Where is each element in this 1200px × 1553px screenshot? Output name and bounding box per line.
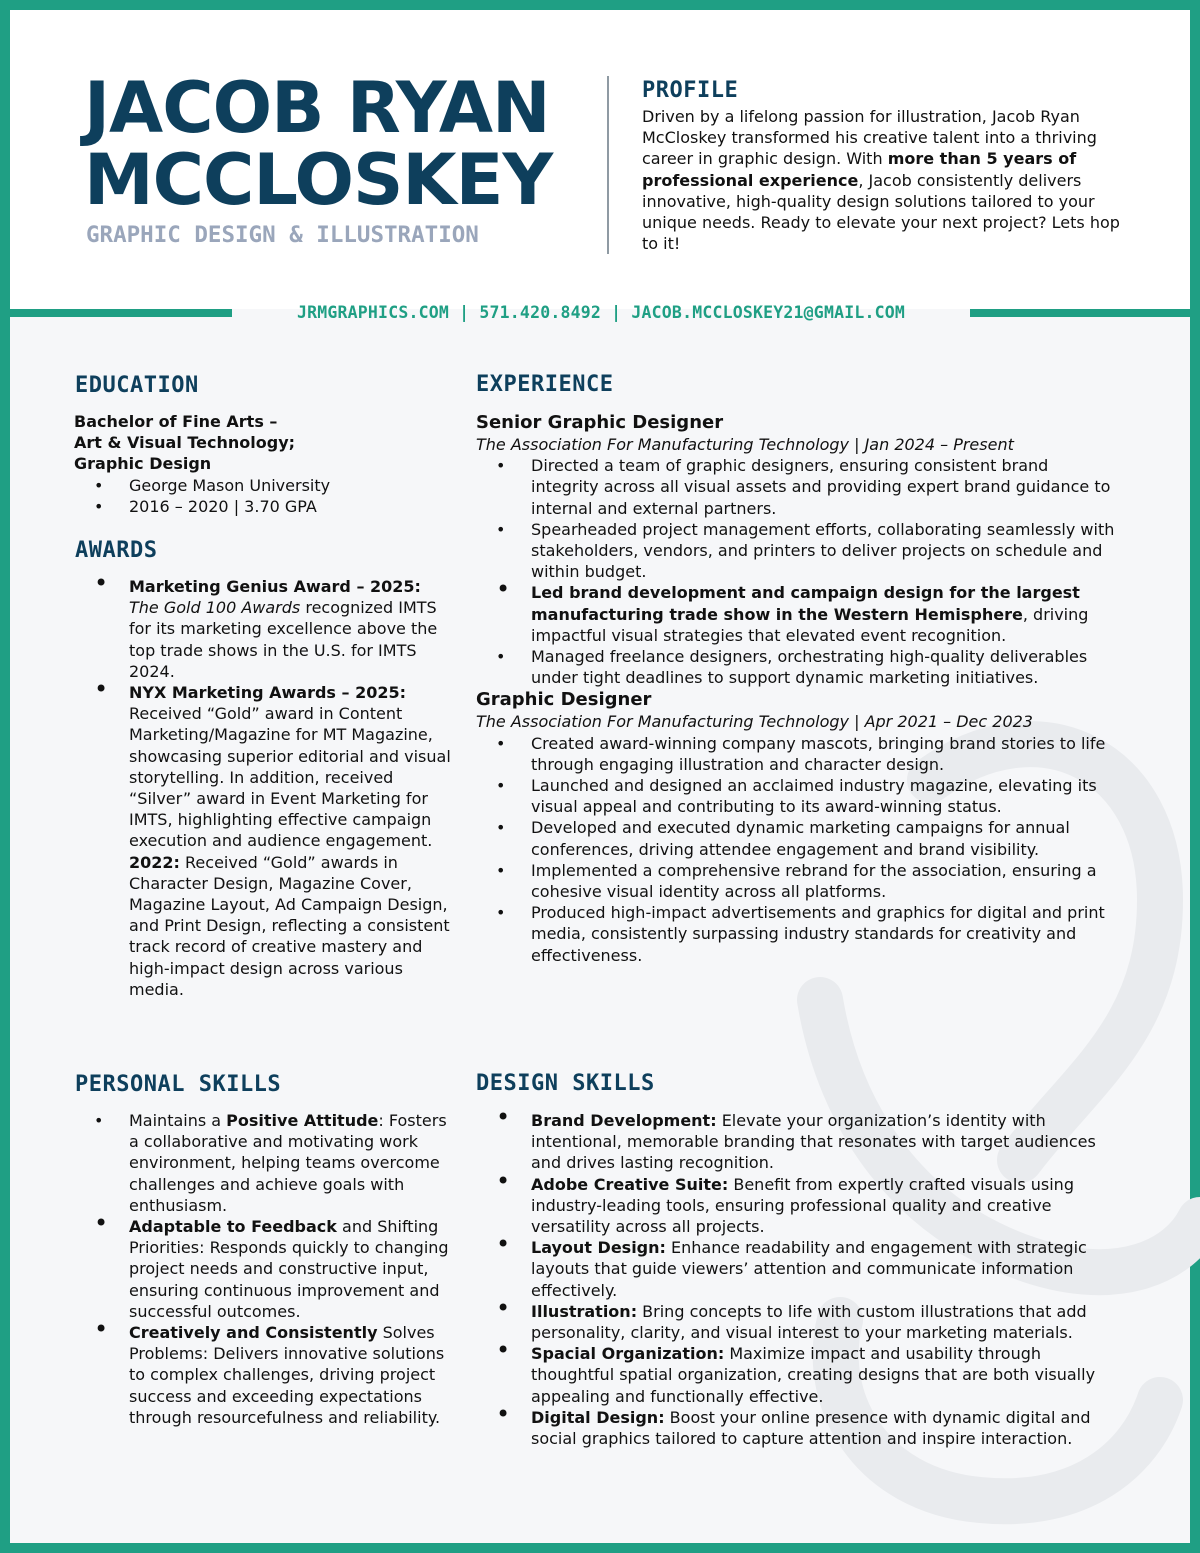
- profile-text-1: Driven by a lifelong passion for illustration, Jacob Ryan McCloskey transformed his creative talent into a thriving career in graphic design. With: [642, 107, 1097, 169]
- award-org: The Gold 100 Awards: [129, 598, 301, 618]
- design-skills-heading: DESIGN SKILLS: [476, 1071, 655, 1096]
- award-title: Marketing Genius Award – 2025:: [129, 577, 421, 596]
- personal-skills-list: [74, 1110, 452, 1216]
- list-item: • Created award-winning company mascots, bringing brand stories to life through engaging illustration and character design.: [476, 733, 1121, 775]
- skill-text: Maximize impact and usability through thoughtful spatial organization, creating designs that are both visually appealing and functionally effective.: [531, 1344, 1096, 1406]
- personal-skills-heading: PERSONAL SKILLS: [75, 1072, 282, 1097]
- contact-rule-right: [970, 309, 1200, 317]
- list-item: [476, 582, 1121, 646]
- personal-skills-list-2: [74, 1216, 452, 1428]
- skill-bold: Digital Design:: [531, 1407, 665, 1427]
- list-item: [74, 682, 452, 1000]
- skill-text: Enhance readability and engagement with strategic layouts that guide viewers’ attention and communicate information effectively.: [531, 1238, 1087, 1300]
- list-item: [74, 576, 452, 682]
- job-duties-2: [476, 646, 1121, 688]
- list-item: [476, 1110, 1121, 1174]
- job-duties-bold: [476, 582, 1121, 646]
- skill-text: Bring concepts to life with custom illustrations that add personality, clarity, and visual interest to your marketing materials.: [531, 1301, 1087, 1343]
- skill-text: Boost your online presence with dynamic digital and social graphics tailored to capture attention and inspire interaction.: [531, 1407, 1091, 1449]
- education-heading: EDUCATION: [75, 373, 199, 398]
- name-line-2: MCCLOSKEY: [84, 139, 553, 221]
- profile-heading: PROFILE: [642, 78, 739, 103]
- skill-bold: Adaptable to Feedback: [129, 1217, 337, 1237]
- list-item: • Managed freelance designers, orchestrating high-quality deliverables under tight deadlines to support dynamic marketing initiatives.: [476, 646, 1121, 688]
- design-skills-section: [476, 1110, 1121, 1449]
- job-title: Graphic Designer: [476, 689, 652, 711]
- experience-section: [476, 411, 1121, 966]
- skill-text: Solves Problems: Delivers innovative solutions to complex challenges, driving project success and exceeding expectations through resourcefulness and reliability.: [129, 1323, 445, 1427]
- skill-bold: Layout Design:: [531, 1238, 666, 1258]
- award-text: recognized IMTS for its marketing excellence above the top trade shows in the U.S. for IMTS 2024.: [129, 598, 438, 681]
- list-item: • Spearheaded project management efforts, collaborating seamlessly with stakeholders, vendors, and printers to deliver projects on schedule and within budget.: [476, 519, 1121, 583]
- degree-line-2: Art & Visual Technology;: [74, 433, 296, 453]
- design-skills-list: [476, 1110, 1121, 1449]
- skill-bold: Spacial Organization:: [531, 1344, 725, 1364]
- skill-text: and Shifting Priorities: Responds quickly to changing project needs and constructive input, ensuring continuous improvement and successful outcomes.: [129, 1217, 449, 1321]
- skill-text: : Fosters a collaborative and motivating work environment, helping teams overcome challenges and achieve goals with enthusiasm.: [129, 1111, 447, 1215]
- job-org: The Association For Manufacturing Technology | Apr 2021 – Dec 2023: [476, 712, 1033, 732]
- list-item: • 2016 – 2020 | 3.70 GPA: [74, 496, 444, 517]
- list-item: [476, 1343, 1121, 1407]
- skill-bold: Positive Attitude: [226, 1111, 379, 1130]
- awards-section: [74, 576, 452, 1000]
- education-list: [74, 475, 444, 517]
- personal-skills-section: [74, 1110, 452, 1428]
- list-item: [74, 1110, 452, 1216]
- awards-heading: AWARDS: [75, 538, 158, 563]
- job-duties: [476, 733, 1121, 966]
- profile-text-2: , Jacob consistently delivers innovative, high-quality design solutions tailored to your unique needs. Ready to elevate your next project? Lets hop to it!: [642, 170, 1120, 254]
- skill-bold: Illustration:: [531, 1301, 638, 1321]
- contact-rule-left: [0, 309, 232, 317]
- list-item: • Developed and executed dynamic marketing campaigns for annual conferences, driving attendee engagement and brand visibility.: [476, 817, 1121, 859]
- experience-heading: EXPERIENCE: [476, 372, 614, 397]
- job-duties: [476, 455, 1121, 582]
- skill-bold: Brand Development:: [531, 1111, 717, 1130]
- list-item: [476, 1407, 1121, 1449]
- contact-line: JRMGRAPHICS.COM | 571.420.8492 | JACOB.MCCLOSKEY21@GMAIL.COM: [296, 303, 906, 322]
- job-title: Senior Graphic Designer: [476, 412, 724, 433]
- skill-bold: Creatively and Consistently: [129, 1323, 378, 1343]
- profile-text: [642, 106, 1122, 254]
- tagline: GRAPHIC DESIGN & ILLUSTRATION: [86, 222, 479, 248]
- list-item: • Produced high-impact advertisements and graphics for digital and print media, consistently surpassing industry standards for creativity and effectiveness.: [476, 902, 1121, 966]
- skill-text: Elevate your organization’s identity with intentional, memorable branding that resonates with target audiences and drives lasting recognition.: [531, 1111, 1096, 1173]
- skill-text: Benefit from expertly crafted visuals using industry-leading tools, ensuring professional quality and creative versatility across all projects.: [531, 1174, 1074, 1237]
- degree-line-3: Graphic Design: [74, 454, 212, 474]
- list-item: [476, 1237, 1121, 1301]
- job-org: The Association For Manufacturing Technology | Jan 2024 – Present: [476, 435, 1014, 454]
- list-item: • George Mason University: [74, 475, 444, 496]
- profile-text-bold: more than 5 years of professional experience: [642, 149, 1077, 190]
- list-item: [74, 1216, 452, 1322]
- degree-line-1: Bachelor of Fine Arts –: [74, 412, 278, 431]
- duty-bold: Led brand development and campaign design for the largest manufacturing trade show in the Western Hemisphere: [531, 583, 1080, 624]
- award-text: Received “Gold” award in Content Marketing/Magazine for MT Magazine, showcasing superior editorial and visual storytelling. In addition, received “Silver” award in Event Marketing for IMTS, highlighting effective campaign execution and audience engagement.: [129, 704, 451, 851]
- header-divider: [607, 76, 609, 254]
- skill-pre: Maintains a: [129, 1111, 227, 1130]
- award-title: NYX Marketing Awards – 2025:: [129, 683, 406, 703]
- duty-text: , driving impactful visual strategies that elevated event recognition.: [531, 604, 1089, 645]
- name-line-1: JACOB RYAN: [84, 67, 550, 149]
- list-item: • Implemented a comprehensive rebrand for the association, ensuring a cohesive visual identity across all platforms.: [476, 860, 1121, 902]
- award-text: Received “Gold” awards in Character Design, Magazine Cover, Magazine Layout, Ad Campaign Design, and Print Design, reflecting a consistent track record of creative mastery and high-impact design across various media.: [129, 852, 450, 999]
- list-item: • Directed a team of graphic designers, ensuring consistent brand integrity across all visual assets and providing expert brand guidance to internal and external partners.: [476, 455, 1121, 519]
- list-item: [74, 1322, 452, 1428]
- awards-list: [74, 576, 452, 1000]
- education-section: [74, 411, 444, 517]
- list-item: • Launched and designed an acclaimed industry magazine, elevating its visual appeal and contributing to its award-winning status.: [476, 775, 1121, 817]
- list-item: [476, 1301, 1121, 1343]
- award-year: 2022:: [129, 852, 180, 872]
- candidate-name: [84, 67, 594, 221]
- list-item: [476, 1174, 1121, 1238]
- skill-bold: Adobe Creative Suite:: [531, 1174, 729, 1194]
